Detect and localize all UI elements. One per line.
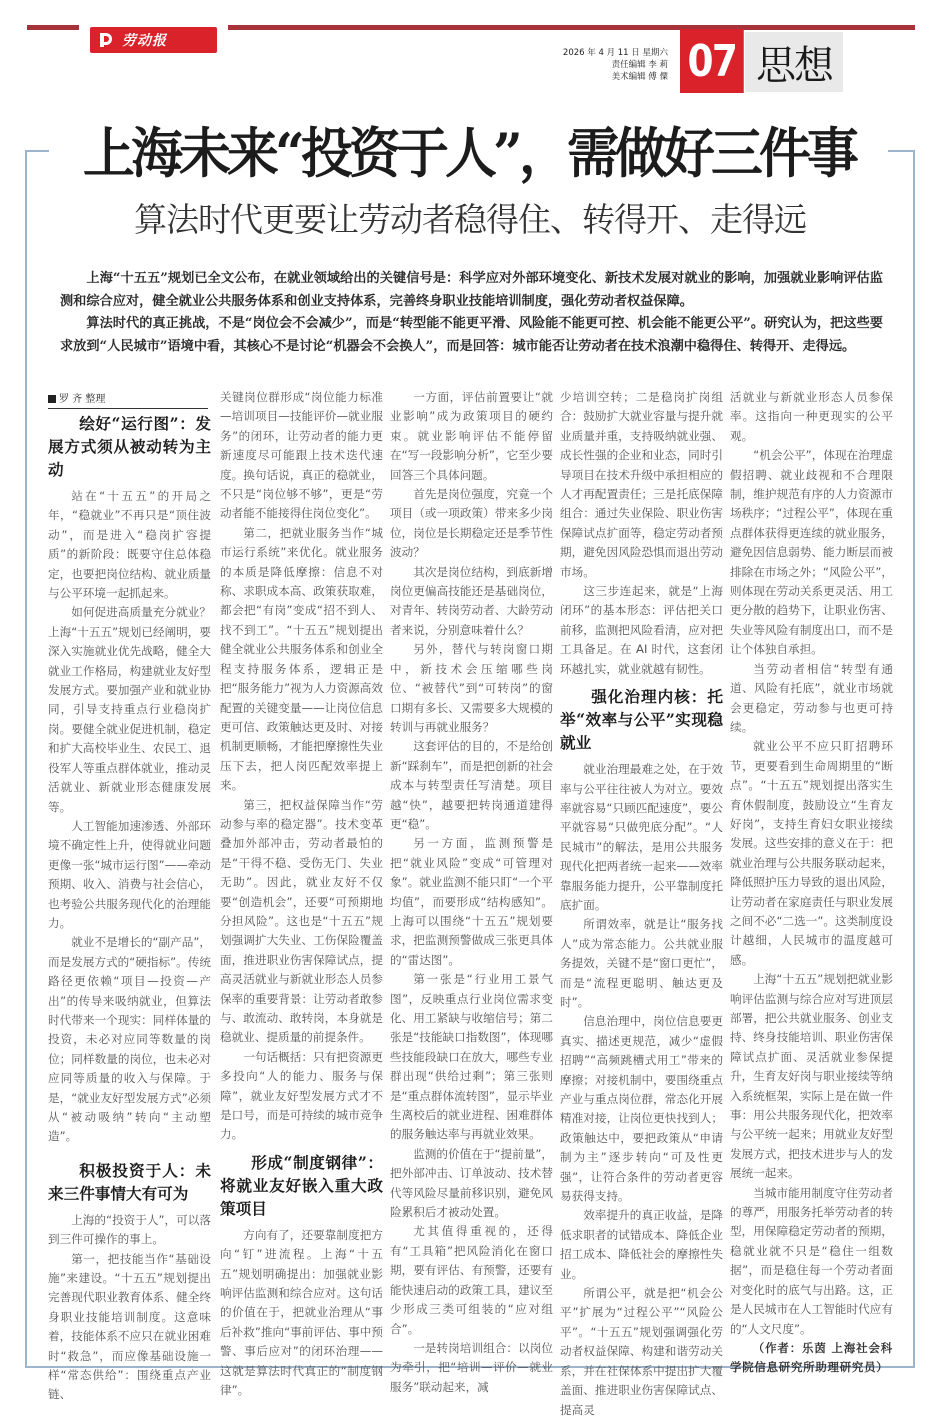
paragraph: 另外，替代与转岗窗口期中，新技术会压缩哪些岗位、“被替代”到“可转岗”的窗口期有多长、又需要多大规模的转训与再就业服务？ [390,642,553,734]
top-rule-right [228,25,915,30]
paragraph: 尤其值得重视的，还得有“工具箱”把风险消化在窗口期，要有评估、有预警，还要有能快速启动的政策工具，建议至少形成三类可组装的“应对组合”。 [390,1224,553,1336]
paragraph: 就业公平不应只盯招聘环节，更要看到生命周期里的“断点”。“十五五”规划提出落实生育休假制度，鼓励设立“生育友好岗”，支持生育妇女职业接续发展。这些安排的意义在于：把就业治理与公共服务联动起来，降低照护压力导致的退出风险，让劳动者在家庭责任与职业发展之间不必“二选一”。这类制度设计越细，人民城市的温度越可感。 [730,739,893,967]
paragraph: 所谓效率，就是让“服务找人”成为常态能力。公共就业服务提效，关键不是“窗口更忙”，而是“流程更聪明、触达更及时”。 [560,917,723,1009]
paragraph: 第一张是“行业用工景气图”，反映重点行业岗位需求变化、用工紧缺与收缩信号；第二张是“技能缺口指数图”，体现哪些技能段缺口在放大，哪些专业群出现“供给过剩”；第三张则是“重点群体流转图”，显示毕业生离校后的就业进程、困难群体的服务触达率与再就业效果。 [390,972,553,1142]
issue-date: 2026 年 4 月 11 日 星期六 [562,48,668,58]
editor-line: 责任编辑 李 莉 [611,60,668,70]
paragraph: 第三，把权益保障当作“劳动参与率的稳定器”。技术变革叠加外部冲击，劳动者最怕的是“干得不稳、受伤无门、失业无助”。因此，就业友好不仅要“创造机会”，还要“可预期地分担风险”。这也是“十五五”规划强调扩大失业、工伤保险覆盖面，推进职业伤害保障试点，提高灵活就业与新就业形态人员参保率的重要背景：让劳动者敢参与、敢流动、敢转岗，本身就是稳就业、提质量的前提条件。 [220,797,383,1045]
paragraph: 其次是岗位结构，到底新增岗位更偏高技能还是基础岗位，对青年、转岗劳动者、大龄劳动者来说，分别意味着什么？ [390,564,553,637]
paragraph: 如何促进高质量充分就业？上海“十五五”规划已经阐明，要深入实施就业优先战略，健全大就业工作格局，构建就业友好型发展方式。要加强产业和就业协同，引导支持重点行业稳岗扩岗。要健全就业促进机制，稳定和扩大高校毕业生、农民工、退役军人等重点群体就业，推动灵活就业、新就业形态健康发展等。 [48,605,211,814]
paragraph: 就业不是增长的“副产品”，而是发展方式的“硬指标”。传统路径更依赖“项目—投资—产出”的传导来吸纳就业，但算法时代带来一个现实：同样体量的投资，未必对应同等数量的岗位；同样数量的岗位，也未必对应同等质量的收入与保障。于是，“就业友好型发展方式”必须从“被动吸纳”转向“主动塑造”。 [48,935,211,1144]
paragraph: 一是转岗培训组合：以岗位为牵引，把“培训—评价—就业服务”联动起来，减 [390,1340,553,1394]
logo-text: 劳动报 [122,33,167,49]
lead-paragraph: 上海“十五五”规划已全文公布，在就业领域给出的关键信号是：科学应对外部环境变化、新技术发展对就业的影响，加强就业影响评估监测和综合应对，健全就业公共服务体系和创业支持体系，完善终身职业技能培训制度，强化劳动者权益保障。 [60,271,883,309]
paragraph: 首先是岗位强度，究竟一个项目（或一项政策）带来多少岗位，岗位是长期稳定还是季节性波动？ [390,487,553,560]
issue-meta [540,47,668,83]
newspaper-logo [90,27,217,53]
paragraph: 第二，把就业服务当作“城市运行系统”来优化。就业服务的本质是降低摩擦：信息不对称、求职成本高、政策获取难，都会把“有岗”变成“招不到人、找不到工”。“十五五”规划提出健全就业公共服务体系和创业全程支持服务体系，逻辑正是把“服务能力”视为人力资源高效配置的关键变量——让岗位信息更可信、政策触达更及时、对接机制更顺畅，才能把摩擦性失业压下去，把人岗匹配效率提上来。 [220,525,383,793]
column-4 [560,388,723,1420]
paragraph: 另一方面，监测预警是把“就业风险”变成“可管理对象”。就业监测不能只盯“一个平均值”，而要形成“结构感知”。上海可以围绕“十五五”规划要求，把监测预警做成三张更具体的“雷达图”。 [390,836,553,967]
paragraph: 一方面，评估前置要让“就业影响”成为政策项目的硬约束。就业影响评估不能停留在“写一段影响分析”，它至少要回答三个具体问题。 [390,390,553,482]
column-1 [48,412,211,1405]
frame-top-right [888,150,915,152]
paragraph: 第一，把技能当作“基础设施”来建设。“十五五”规划提出完善现代职业教育体系、健全终身职业技能培训制度。这意味着，技能体系不应只在就业困难时“救急”，而应像基础设施一样“常态供给”：围绕重点产业链、 [48,1251,211,1402]
paragraph: 人工智能加速渗透、外部环境不确定性上升，使得就业问题更像一张“城市运行图”——牵动预期、收入、消费与社会信心，也考验公共服务现代化的治理能力。 [48,818,211,930]
paragraph: 就业治理最难之处，在于效率与公平往往被人为对立。要效率就容易“只顾匹配速度”，要公平就容易“只做兜底分配”。“人民城市”的解法，是用公共服务现代化把两者统一起来——效率靠服务能力提升，公平靠制度托底扩面。 [560,762,723,912]
section-heading: 积极投资于人：未来三件事情大有可为 [48,1160,211,1203]
paragraph: 所谓公平，就是把“机会公平”扩展为“过程公平”“风险公平”。“十五五”规划强调强化劳动者权益保障、构建和谐劳动关系，并在社保体系中提出扩大覆盖面、推进职业伤害保障试点、提高灵 [560,1286,723,1417]
logo-mark-icon [100,32,114,48]
top-rule-left [27,25,79,30]
section-heading: 形成“制度钢律”：将就业友好嵌入重大政策项目 [220,1152,383,1218]
paragraph: 这三步连起来，就是“上海闭环”的基本形态：评估把关口前移，监测把风险看清，应对把工具备足。在 AI 时代，这套闭环越扎实，就业就越有韧性。 [560,584,723,676]
paragraph: 上海“十五五”规划把就业影响评估监测与综合应对写进顶层部署，把公共就业服务、创业支持、终身技能培训、职业伤害保障试点扩面、灵活就业参保提升，生育友好岗与职业接续等纳入系统框架，实际上是在做一件事：用公共服务现代化，把效率与公平统一起来；用就业友好型发展方式，把技术进步与人的发展统一起来。 [730,972,893,1181]
column-5 [730,388,893,1378]
lead-paragraphs [60,268,883,358]
paragraph: 当劳动者相信“转型有通道、风险有托底”，就业市场就会更稳定，劳动参与也更可持续。 [730,661,893,734]
section-heading: 强化治理内核：托举“效率与公平”实现稳就业 [560,687,723,753]
paragraph: 监测的价值在于“提前量”，把外部冲击、订单波动、技术替代等风险尽量前移识别，避免风险累积后才被动处置。 [390,1146,553,1220]
frame-top-left [25,150,49,152]
author-signature: （作者：乐茵 上海社会科学院信息研究所助理研究员） [730,1340,893,1375]
paragraph: 少培训空转；二是稳岗扩岗组合：鼓励扩大就业容量与提升就业质量并重，支持吸纳就业强、成长性强的企业和业态，同时引导项目在技术升级中承担相应的人才再配置责任；三是托底保障组合：通过失业保险、职业伤害保障试点扩面等，稳定劳动者预期，避免因风险恐惧而退出劳动市场。 [560,390,723,579]
byline-text: 罗 齐 整理 [59,394,106,405]
section-heading: 绘好“运行图”：发展方式须从被动转为主动 [48,414,211,479]
paragraph: 关键岗位群形成“岗位能力标准—培训项目—技能评价—就业服务”的闭环，让劳动者的能力更新速度尽可能跟上技术迭代速度。换句话说，真正的稳就业，不只是“岗位够不够”，更是“劳动者能不能接得住岗位变化”。 [220,390,383,521]
paragraph: 方向有了，还要靠制度把方向“钉”进流程。上海“十五五”规划明确提出：加强就业影响评估监测和综合应对。这句话的价值在于，把就业治理从“事后补救”推向“事前评估、事中预警、事后应对”的闭环治理——这就是算法时代真正的“制度钢律”。 [220,1227,383,1398]
paragraph: 信息治理中，岗位信息要更真实、描述更规范，减少“虚假招聘”“高频跳槽式用工”带来的摩擦；对接机制中，要围绕重点产业与重点岗位群，常态化开展精准对接，让岗位更快找到人；政策触达中，要把政策从“申请制为主”逐步转向“可及性更强”，让符合条件的劳动者更容易获得支持。 [560,1014,723,1204]
lead-paragraph: 算法时代的真正挑战，不是“岗位会不会减少”，而是“转型能不能更平滑、风险能不能更可控、机会能不能更公平”。研究认为，把这些要求放到“人民城市”语境中看，其核心不是讨论“机器会不会换人”，而是回答：城市能否让劳动者在技术浪潮中稳得住、转得开、走得远。 [60,316,883,354]
byline [48,390,208,409]
paragraph: 效率提升的真正收益，是降低求职者的试错成本、降低企业招工成本、降低社会的摩擦性失业。 [560,1208,723,1281]
paragraph: 当城市能用制度守住劳动者的尊严，用服务托举劳动者的转型，用保障稳定劳动者的预期，稳就业就不只是“稳住一组数据”，而是稳住每一个劳动者面对变化时的底气与出路。这，正是人民城市在人工智能时代应有的“人文尺度”。 [730,1185,893,1336]
paragraph: “机会公平”，体现在治理虚假招聘、就业歧视和不合理限制，维护规范有序的人力资源市场秩序；“过程公平”，体现在重点群体获得更连续的就业服务，避免因信息弱势、能力断层而被排除在市场之外；“风险公平”，则体现在劳动关系更灵活、用工更分散的趋势下，让职业伤害、失业等风险有制度出口，而不是让个体独自承担。 [730,448,893,657]
column-3 [390,388,553,1397]
paragraph: 一句话概括：只有把资源更多投向“人的能力、服务与保障”，就业友好型发展方式才不是口号，而是可持续的城市竞争力。 [220,1049,383,1142]
paragraph: 这套评估的目的，不是给创新“踩刹车”，而是把创新的社会成本与转型责任写清楚。项目越“快”，越要把转岗通道建得更“稳”。 [390,739,553,831]
paragraph: 上海的“投资于人”，可以落到三件可操作的事上。 [48,1212,211,1247]
square-bullet-icon [48,395,56,403]
paragraph: 活就业与新就业形态人员参保率。这指向一种更现实的公平观。 [730,390,893,443]
column-2 [220,388,383,1401]
paragraph: 站在“十五五”的开局之年，“稳就业”不再只是“顶住波动”，而是进入“稳岗扩容提质”的新阶段：既要守住总体稳定，也要把岗位结构、就业质量与公平环境一起抓起来。 [48,489,211,601]
section-name: 思想 [745,32,843,92]
subheadline: 算法时代更要让劳动者稳得住、转得开、走得远 [134,200,806,239]
art-editor-line: 美术编辑 傅 僳 [611,72,668,82]
headline: 上海未来“投资于人”，需做好三件事 [83,121,855,185]
page-number: 07 [680,29,744,93]
